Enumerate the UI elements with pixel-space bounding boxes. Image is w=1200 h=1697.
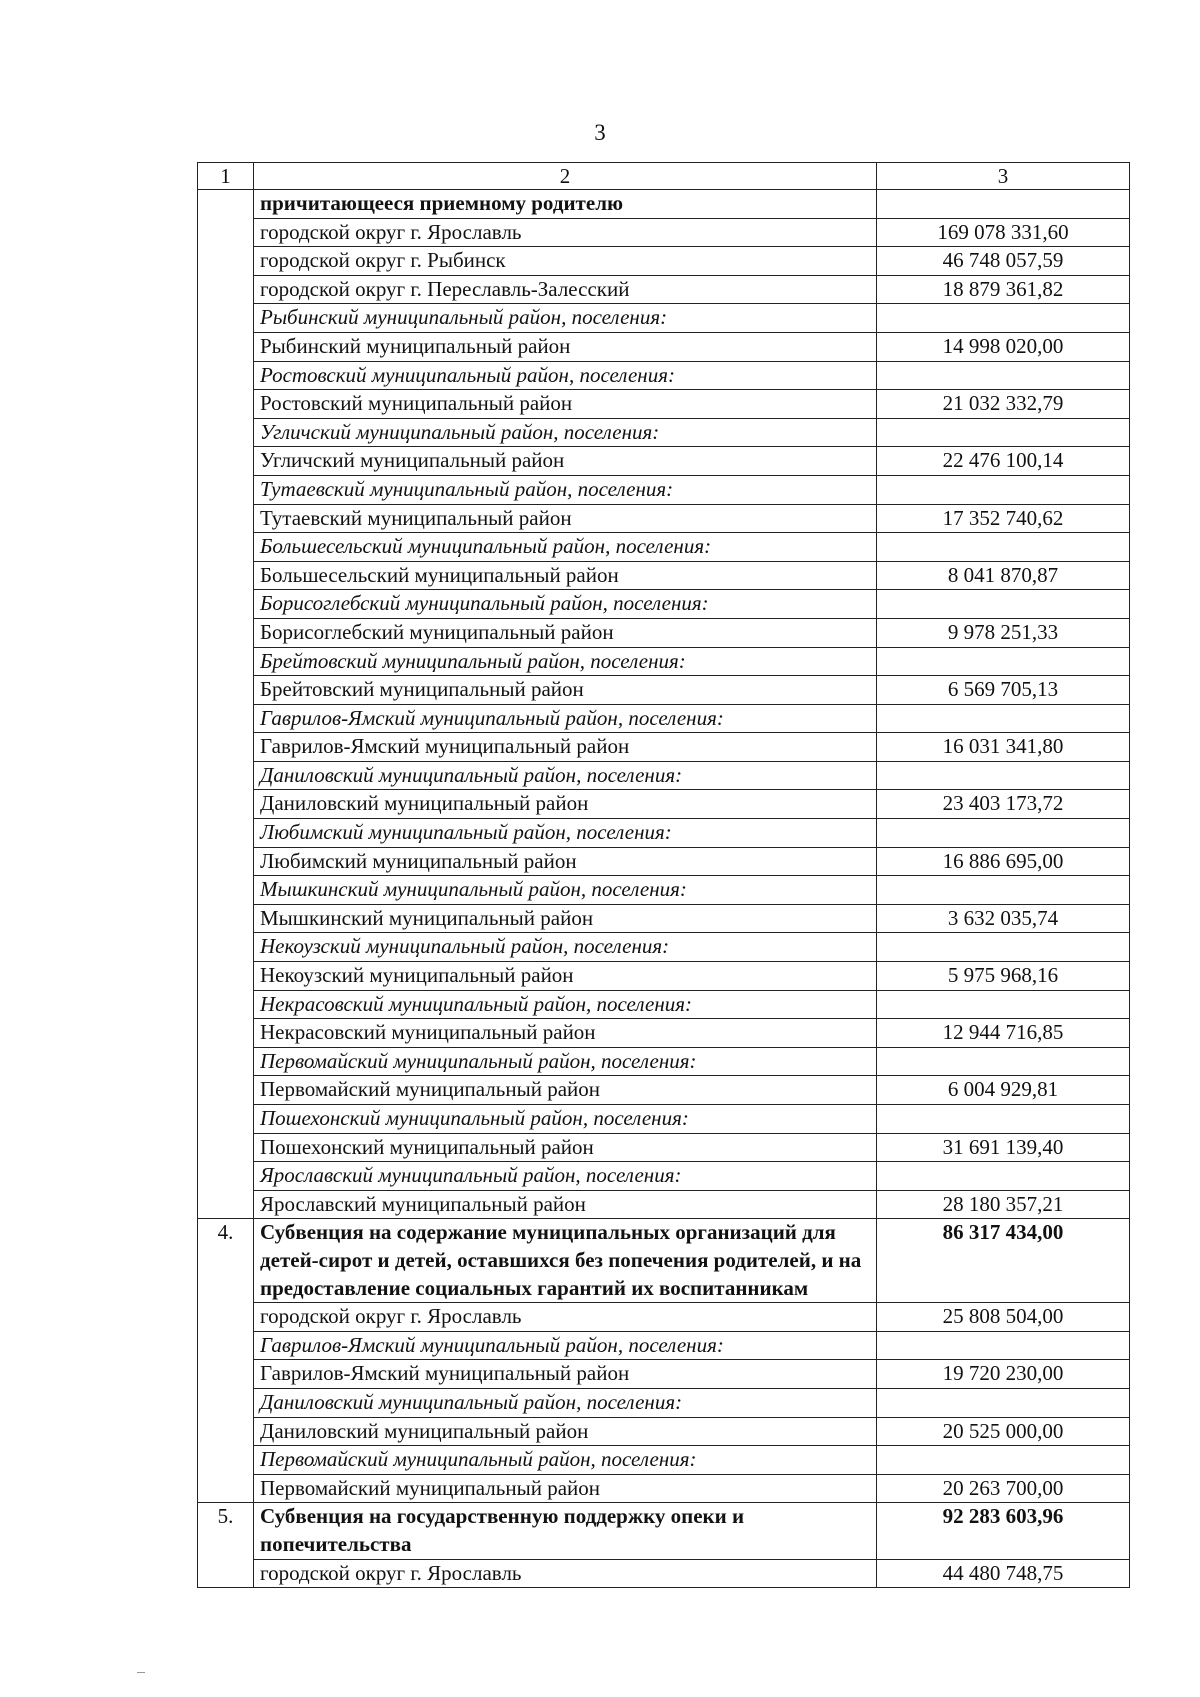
row-number (198, 561, 254, 590)
row-label: городской округ г. Рыбинск (254, 247, 877, 276)
header-col-2: 2 (254, 163, 877, 190)
row-label: Борисоглебский муниципальный район (254, 618, 877, 647)
row-amount: 19 720 230,00 (877, 1360, 1130, 1389)
row-number (198, 704, 254, 733)
district-group-row (198, 761, 1130, 790)
row-amount (877, 361, 1130, 390)
row-amount: 16 031 341,80 (877, 733, 1130, 762)
row-label: Мышкинский муниципальный район (254, 904, 877, 933)
row-amount (877, 1047, 1130, 1076)
row-amount: 16 886 695,00 (877, 847, 1130, 876)
row-amount (877, 304, 1130, 333)
row-number (198, 676, 254, 705)
scan-mark (137, 1672, 145, 1673)
row-label: Ярославский муниципальный район, поселения: (254, 1162, 877, 1191)
row-number (198, 275, 254, 304)
district-group-row (198, 876, 1130, 905)
row-amount: 46 748 057,59 (877, 247, 1130, 276)
row-number (198, 876, 254, 905)
row-amount (877, 933, 1130, 962)
row-number (198, 847, 254, 876)
row-number (198, 390, 254, 419)
row-amount (877, 1446, 1130, 1475)
table-row (198, 790, 1130, 819)
row-label: Любимский муниципальный район, поселения: (254, 819, 877, 848)
table-row (198, 1076, 1130, 1105)
row-label: Брейтовский муниципальный район (254, 676, 877, 705)
row-label: городской округ г. Ярославль (254, 1559, 877, 1588)
row-label: Большесельский муниципальный район, поселения: (254, 533, 877, 562)
table-header-row (198, 163, 1130, 190)
district-group-row (198, 990, 1130, 1019)
row-number (198, 1303, 254, 1332)
row-label: Даниловский муниципальный район (254, 1417, 877, 1446)
page-number: 3 (594, 120, 606, 145)
row-number (198, 962, 254, 991)
row-label: Угличский муниципальный район, поселения: (254, 418, 877, 447)
row-label: Ростовский муниципальный район, поселения: (254, 361, 877, 390)
row-number (198, 1331, 254, 1360)
row-amount: 22 476 100,14 (877, 447, 1130, 476)
row-amount: 18 879 361,82 (877, 275, 1130, 304)
row-number (198, 1076, 254, 1105)
district-group-row (198, 704, 1130, 733)
row-amount: 44 480 748,75 (877, 1559, 1130, 1588)
row-amount: 92 283 603,96 (877, 1503, 1130, 1559)
row-number (198, 1133, 254, 1162)
row-amount (877, 761, 1130, 790)
row-amount: 21 032 332,79 (877, 390, 1130, 419)
row-amount: 23 403 173,72 (877, 790, 1130, 819)
row-amount: 86 317 434,00 (877, 1219, 1130, 1303)
district-group-row (198, 533, 1130, 562)
row-amount: 20 263 700,00 (877, 1474, 1130, 1503)
row-amount (877, 533, 1130, 562)
district-group-row (198, 475, 1130, 504)
row-number (198, 190, 254, 219)
row-number (198, 1446, 254, 1475)
district-group-row (198, 1388, 1130, 1417)
row-amount: 5 975 968,16 (877, 962, 1130, 991)
row-label: Любимский муниципальный район (254, 847, 877, 876)
row-amount (877, 1388, 1130, 1417)
table-row (198, 1190, 1130, 1219)
table-row (198, 676, 1130, 705)
row-number (198, 1019, 254, 1048)
table-row (198, 390, 1130, 419)
row-number (198, 447, 254, 476)
table-row (198, 190, 1130, 219)
row-amount: 14 998 020,00 (877, 332, 1130, 361)
row-amount: 17 352 740,62 (877, 504, 1130, 533)
table-row (198, 1474, 1130, 1503)
row-amount: 31 691 139,40 (877, 1133, 1130, 1162)
row-number (198, 904, 254, 933)
subvention-table (197, 162, 1130, 1588)
row-amount: 25 808 504,00 (877, 1303, 1130, 1332)
row-label: Некоузский муниципальный район, поселения: (254, 933, 877, 962)
row-label: Субвенция на государственную поддержку опеки и попечительства (254, 1503, 877, 1559)
row-label: Большесельский муниципальный район (254, 561, 877, 590)
row-label: Некрасовский муниципальный район (254, 1019, 877, 1048)
row-label: Даниловский муниципальный район (254, 790, 877, 819)
row-amount (877, 590, 1130, 619)
row-label: Некрасовский муниципальный район, поселения: (254, 990, 877, 1019)
row-label: Субвенция на содержание муниципальных организаций для детей-сирот и детей, оставшихся без попечения родителей, и на предоставление социальных гарантий их воспитанникам (254, 1219, 877, 1303)
table-row (198, 504, 1130, 533)
row-amount: 6 569 705,13 (877, 676, 1130, 705)
row-number (198, 1162, 254, 1191)
row-number (198, 1190, 254, 1219)
district-group-row (198, 418, 1130, 447)
row-number (198, 1559, 254, 1588)
row-number (198, 647, 254, 676)
row-label: Пошехонский муниципальный район, поселения: (254, 1105, 877, 1134)
row-label: Рыбинский муниципальный район, поселения: (254, 304, 877, 333)
row-label: городской округ г. Ярославль (254, 1303, 877, 1332)
row-number (198, 418, 254, 447)
district-group-row (198, 1105, 1130, 1134)
row-number (198, 618, 254, 647)
row-amount (877, 418, 1130, 447)
row-amount: 6 004 929,81 (877, 1076, 1130, 1105)
row-number (198, 1360, 254, 1389)
row-amount: 12 944 716,85 (877, 1019, 1130, 1048)
table-row (198, 1559, 1130, 1588)
row-number: 4. (198, 1219, 254, 1303)
row-label: городской округ г. Ярославль (254, 218, 877, 247)
row-amount: 28 180 357,21 (877, 1190, 1130, 1219)
row-number (198, 1047, 254, 1076)
row-number (198, 247, 254, 276)
row-number (198, 533, 254, 562)
row-label: Ростовский муниципальный район (254, 390, 877, 419)
row-number (198, 504, 254, 533)
row-amount: 3 632 035,74 (877, 904, 1130, 933)
row-label: Мышкинский муниципальный район, поселения: (254, 876, 877, 905)
table-row (198, 561, 1130, 590)
district-group-row (198, 304, 1130, 333)
row-number (198, 1474, 254, 1503)
row-label: Гаврилов-Ямский муниципальный район, поселения: (254, 1331, 877, 1360)
row-number (198, 761, 254, 790)
row-number (198, 790, 254, 819)
row-label: Тутаевский муниципальный район (254, 504, 877, 533)
row-label: Тутаевский муниципальный район, поселения: (254, 475, 877, 504)
table-row (198, 275, 1130, 304)
row-number (198, 1105, 254, 1134)
row-number (198, 733, 254, 762)
row-number: 5. (198, 1503, 254, 1559)
row-label: Борисоглебский муниципальный район, поселения: (254, 590, 877, 619)
table-row (198, 247, 1130, 276)
table-row (198, 904, 1130, 933)
row-amount: 20 525 000,00 (877, 1417, 1130, 1446)
row-amount: 8 041 870,87 (877, 561, 1130, 590)
row-label: Рыбинский муниципальный район (254, 332, 877, 361)
row-amount (877, 475, 1130, 504)
row-label: Угличский муниципальный район (254, 447, 877, 476)
district-group-row (198, 819, 1130, 848)
table-row (198, 847, 1130, 876)
row-label: Гаврилов-Ямский муниципальный район, поселения: (254, 704, 877, 733)
row-amount (877, 819, 1130, 848)
row-label: Первомайский муниципальный район, поселения: (254, 1446, 877, 1475)
row-amount (877, 647, 1130, 676)
row-number (198, 1417, 254, 1446)
header-col-1: 1 (198, 163, 254, 190)
row-amount (877, 190, 1130, 219)
district-group-row (198, 933, 1130, 962)
row-number (198, 819, 254, 848)
row-amount (877, 1105, 1130, 1134)
row-label: Первомайский муниципальный район (254, 1076, 877, 1105)
row-number (198, 590, 254, 619)
row-amount (877, 876, 1130, 905)
row-label: Гаврилов-Ямский муниципальный район (254, 1360, 877, 1389)
row-number (198, 1388, 254, 1417)
table-row (198, 332, 1130, 361)
row-label: Ярославский муниципальный район (254, 1190, 877, 1219)
district-group-row (198, 590, 1130, 619)
district-group-row (198, 1446, 1130, 1475)
row-label: Брейтовский муниципальный район, поселения: (254, 647, 877, 676)
table-row (198, 618, 1130, 647)
row-amount (877, 1331, 1130, 1360)
row-label: Даниловский муниципальный район, поселения: (254, 1388, 877, 1417)
row-label: причитающееся приемному родителю (254, 190, 877, 219)
row-amount: 9 978 251,33 (877, 618, 1130, 647)
district-group-row (198, 361, 1130, 390)
row-amount (877, 704, 1130, 733)
row-label: Некоузский муниципальный район (254, 962, 877, 991)
row-number (198, 933, 254, 962)
district-group-row (198, 1047, 1130, 1076)
table-row (198, 962, 1130, 991)
district-group-row (198, 647, 1130, 676)
row-number (198, 332, 254, 361)
district-group-row (198, 1331, 1130, 1360)
row-amount (877, 990, 1130, 1019)
table-row (198, 1303, 1130, 1332)
header-col-3: 3 (877, 163, 1130, 190)
row-number (198, 361, 254, 390)
row-label: Первомайский муниципальный район (254, 1474, 877, 1503)
row-label: Пошехонский муниципальный район (254, 1133, 877, 1162)
row-label: городской округ г. Переславль-Залесский (254, 275, 877, 304)
row-number (198, 304, 254, 333)
district-group-row (198, 1162, 1130, 1191)
row-amount: 169 078 331,60 (877, 218, 1130, 247)
table-row (198, 1360, 1130, 1389)
table-row (198, 1133, 1130, 1162)
section-row (198, 1219, 1130, 1303)
row-number (198, 475, 254, 504)
table-row (198, 218, 1130, 247)
table-row (198, 1019, 1130, 1048)
row-number (198, 990, 254, 1019)
row-label: Первомайский муниципальный район, поселения: (254, 1047, 877, 1076)
section-row (198, 1503, 1130, 1559)
row-label: Даниловский муниципальный район, поселения: (254, 761, 877, 790)
table-row (198, 1417, 1130, 1446)
row-amount (877, 1162, 1130, 1191)
table-row (198, 447, 1130, 476)
table-row (198, 733, 1130, 762)
row-label: Гаврилов-Ямский муниципальный район (254, 733, 877, 762)
row-number (198, 218, 254, 247)
